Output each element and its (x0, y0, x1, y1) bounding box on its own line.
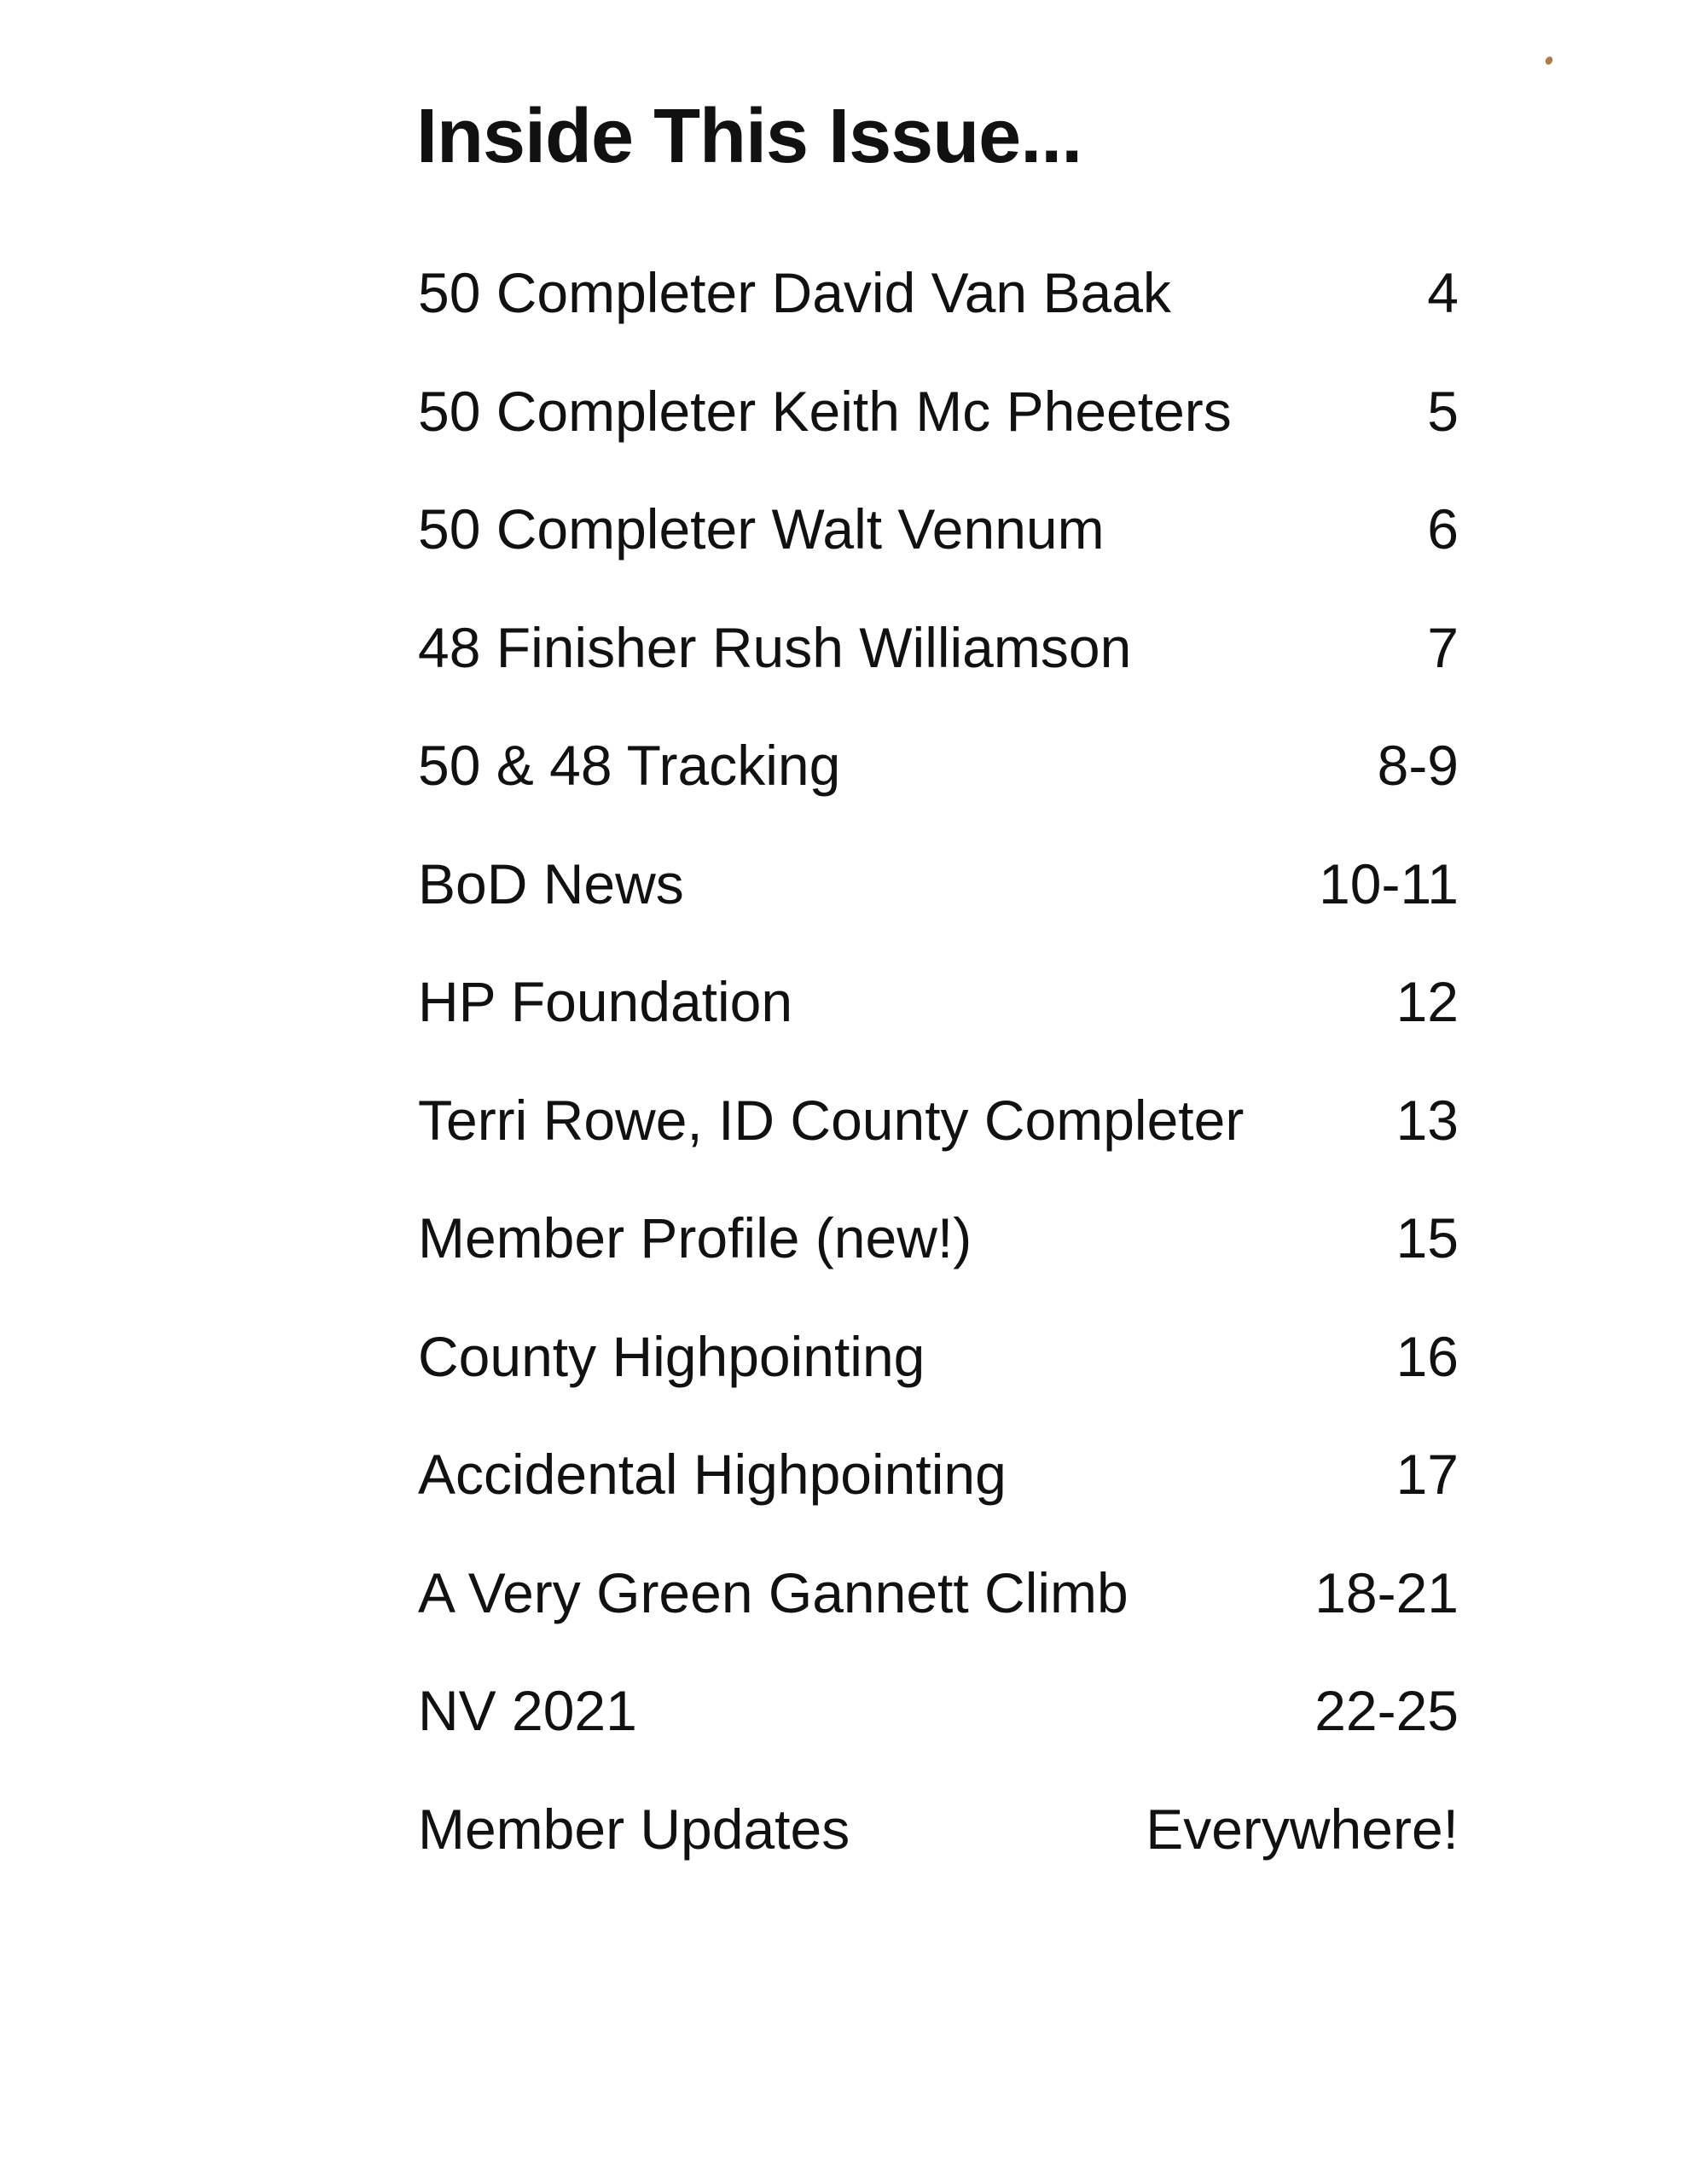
toc-entry (418, 1560, 1459, 1683)
toc-entry-title: NV 2021 (418, 1679, 637, 1742)
toc-entry-title: 50 Completer Walt Vennum (418, 497, 1105, 561)
toc-entry-page: 18-21 (1314, 1560, 1459, 1624)
toc-entry-title: Accidental Highpointing (418, 1443, 1007, 1506)
paper-speck (1544, 55, 1554, 67)
toc-entry-title: 50 Completer Keith Mc Pheeters (418, 379, 1232, 443)
toc-entry-title: Terri Rowe, ID County Completer (418, 1088, 1245, 1152)
toc-entry-page: 8-9 (1377, 734, 1459, 797)
toc-entry-title: 48 Finisher Rush Williamson (418, 615, 1132, 679)
toc-entry (418, 1797, 1459, 1920)
toc-entry-page: 12 (1395, 970, 1459, 1033)
toc-entry-title: County Highpointing (418, 1324, 925, 1388)
toc-entry-page: 15 (1395, 1206, 1459, 1269)
toc-entry-title: BoD News (418, 851, 684, 915)
toc-entry-title: A Very Green Gannett Climb (418, 1560, 1128, 1624)
toc-entry (418, 379, 1459, 502)
toc-entry (418, 261, 1459, 383)
toc-entry (418, 970, 1459, 1092)
toc-entry-page: 7 (1427, 615, 1459, 679)
toc-entry-title: 50 Completer David Van Baak (418, 261, 1171, 324)
toc-entry (418, 615, 1459, 738)
toc-entry (418, 1324, 1459, 1447)
toc-entry-page: Everywhere! (1146, 1797, 1459, 1861)
toc-entry (418, 734, 1459, 856)
toc-entry (418, 1679, 1459, 1801)
toc-entry-title: 50 & 48 Tracking (418, 734, 841, 797)
toc-entry-title: Member Profile (new!) (418, 1206, 972, 1269)
toc-entry (418, 1206, 1459, 1328)
toc-entry (418, 851, 1459, 974)
toc-entry-page: 5 (1427, 379, 1459, 443)
toc-entry-page: 16 (1395, 1324, 1459, 1388)
toc-entry-page: 22-25 (1314, 1679, 1459, 1742)
toc-entry-title: HP Foundation (418, 970, 793, 1033)
toc-entry (418, 1443, 1459, 1565)
toc-entry (418, 1088, 1459, 1211)
toc-entry-page: 4 (1427, 261, 1459, 324)
toc-entry-page: 10-11 (1319, 851, 1459, 915)
toc-entry-title: Member Updates (418, 1797, 850, 1861)
toc-entry-page: 13 (1395, 1088, 1459, 1152)
toc-entry-page: 17 (1395, 1443, 1459, 1506)
table-of-contents (418, 261, 1459, 1919)
toc-entry (418, 497, 1459, 619)
toc-entry-page: 6 (1427, 497, 1459, 561)
page-title: Inside This Issue... (416, 94, 1082, 179)
